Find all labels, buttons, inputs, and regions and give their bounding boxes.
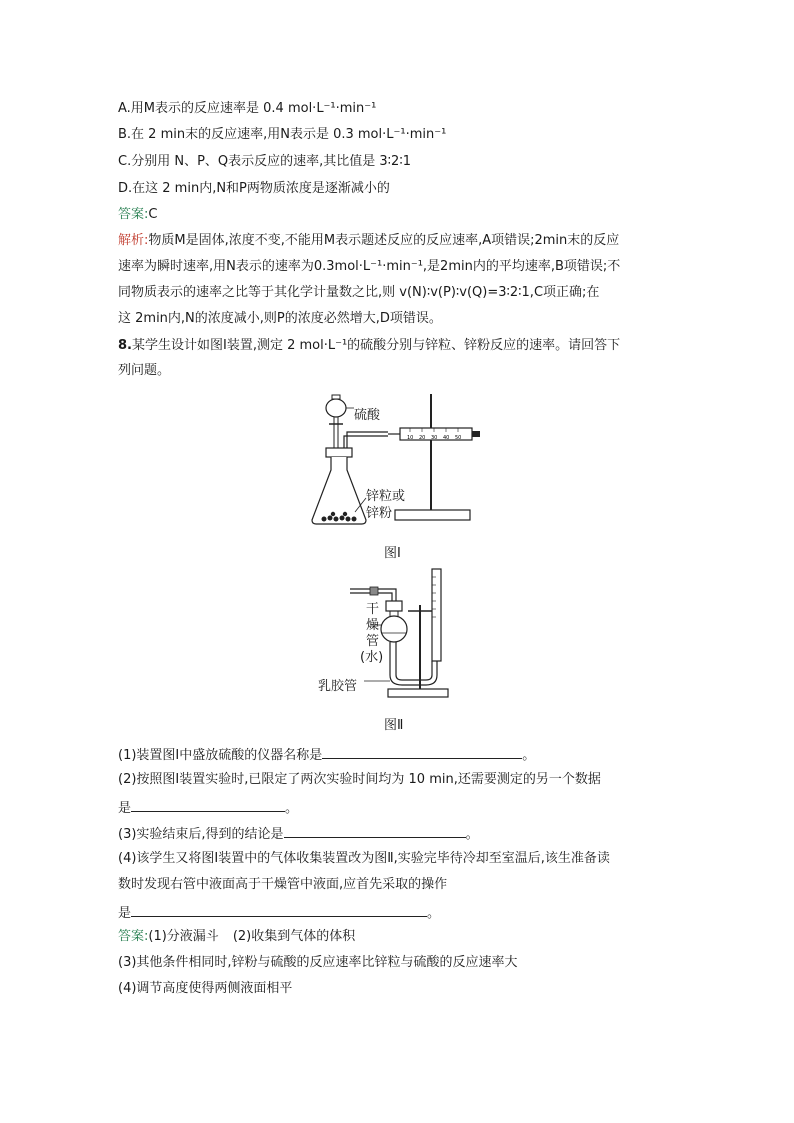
- analysis-text-1: 物质M是固体,浓度不变,不能用M表示题述反应的反应速率,A项错误;2min末的反应: [148, 233, 620, 248]
- figure-1-caption: 图Ⅰ: [384, 546, 401, 561]
- label-dry-2: 燥: [366, 618, 380, 633]
- q8-sub-3-text: (3)实验结束后,得到的结论是: [118, 827, 284, 842]
- answer-7: [118, 206, 157, 224]
- label-sulfuric-acid: 硫酸: [354, 408, 381, 423]
- label-dry-1: 干: [366, 602, 380, 617]
- q8-sub-1: [118, 744, 535, 765]
- answer-value: C: [148, 207, 158, 222]
- option-d: D.在这 2 min内,N和P两物质浓度是逐渐减小的: [118, 181, 390, 196]
- q8-sub-4b: 数时发现右管中液面高于干燥管中液面,应首先采取的操作: [118, 877, 448, 892]
- answer-8-1: (1)分液漏斗: [148, 929, 219, 944]
- analysis-line-3: 同物质表示的速率之比等于其化学计量数之比,则 v(N)∶v(P)∶v(Q)=3∶2∶1,C项正确;在: [118, 285, 600, 300]
- scale-30: 30: [431, 435, 438, 441]
- q8-sub-3-end: 。: [465, 827, 479, 842]
- gas-burette: [432, 569, 441, 661]
- scale-10: 10: [407, 435, 414, 441]
- q8-sub-3: [118, 823, 479, 844]
- answer-8-label: 答案:: [118, 929, 149, 944]
- label-zinc-2: 锌粉: [366, 506, 393, 521]
- q8-sub-1-end: 。: [522, 748, 536, 763]
- stand-base: [395, 510, 470, 520]
- label-dry-3: 管: [366, 634, 380, 649]
- q8-number: 8.: [118, 338, 132, 353]
- q8-stem-1: [118, 337, 620, 355]
- q8-sub-2b-text: 是: [118, 801, 132, 816]
- option-a: A.用M表示的反应速率是 0.4 mol·L⁻¹·min⁻¹: [118, 101, 377, 116]
- scale-20: 20: [419, 435, 426, 441]
- scale-50: 50: [455, 435, 462, 441]
- analysis-line-4: 这 2min内,N的浓度减小,则P的浓度必然增大,D项错误。: [118, 311, 442, 326]
- blank-4[interactable]: [131, 902, 427, 917]
- q8-sub-4a: (4)该学生又将图Ⅰ装置中的气体收集装置改为图Ⅱ,实验完毕待冷却至室温后,该生准备读: [118, 851, 610, 866]
- stopper: [326, 448, 352, 457]
- q8-sub-1-text: (1)装置图Ⅰ中盛放硫酸的仪器名称是: [118, 748, 323, 763]
- label-zinc-1: 锌粒或: [366, 489, 406, 504]
- label-rubber-tube: 乳胶管: [318, 679, 358, 694]
- q8-sub-4c-text: 是: [118, 906, 132, 921]
- figure-2-caption: 图Ⅱ: [384, 718, 404, 733]
- analysis-line-1: [118, 232, 619, 250]
- q8-sub-2b: [118, 797, 298, 818]
- q8-sub-4-end: 。: [427, 906, 441, 921]
- blank-2[interactable]: [131, 797, 285, 812]
- answer-8-4: (4)调节高度使得两侧液面相平: [118, 981, 293, 996]
- answer-8-2: (2)收集到气体的体积: [232, 929, 356, 944]
- q8-stem-2: 列问题。: [118, 363, 171, 378]
- option-b: B.在 2 min末的反应速率,用N表示是 0.3 mol·L⁻¹·min⁻¹: [118, 127, 447, 142]
- answer-8-3: (3)其他条件相同时,锌粉与硫酸的反应速率比锌粒与硫酸的反应速率大: [118, 955, 518, 970]
- syringe-plunger: [472, 431, 480, 437]
- label-dry-4: (水): [360, 650, 384, 665]
- blank-3[interactable]: [284, 823, 466, 838]
- blank-1[interactable]: [322, 744, 522, 759]
- option-c: C.分别用 N、P、Q表示反应的速率,其比值是 3∶2∶1: [118, 154, 411, 169]
- stand-base-2: [388, 689, 448, 697]
- q8-stem-text: 某学生设计如图Ⅰ装置,测定 2 mol·L⁻¹的硫酸分别与锌粒、锌粉反应的速率。请回答下: [131, 338, 621, 353]
- analysis-label: 解析:: [118, 233, 149, 248]
- figure-1-apparatus: [300, 392, 500, 532]
- answer-label: 答案:: [118, 207, 149, 222]
- q8-sub-2a: (2)按照图Ⅰ装置实验时,已限定了两次实验时间均为 10 min,还需要测定的另一个数据: [118, 772, 601, 787]
- answer-8-line-1: [118, 928, 355, 946]
- separatory-funnel: [326, 399, 346, 417]
- q8-sub-4c: [118, 902, 440, 923]
- q8-sub-2-end: 。: [285, 801, 299, 816]
- scale-40: 40: [443, 435, 450, 441]
- figure-2-apparatus: [340, 565, 460, 705]
- drying-tube-bulb: [381, 616, 407, 642]
- conical-flask: [312, 457, 366, 524]
- analysis-line-2: 速率为瞬时速率,用N表示的速率为0.3mol·L⁻¹·min⁻¹,是2min内的平均速率,B项错误;不: [118, 259, 621, 274]
